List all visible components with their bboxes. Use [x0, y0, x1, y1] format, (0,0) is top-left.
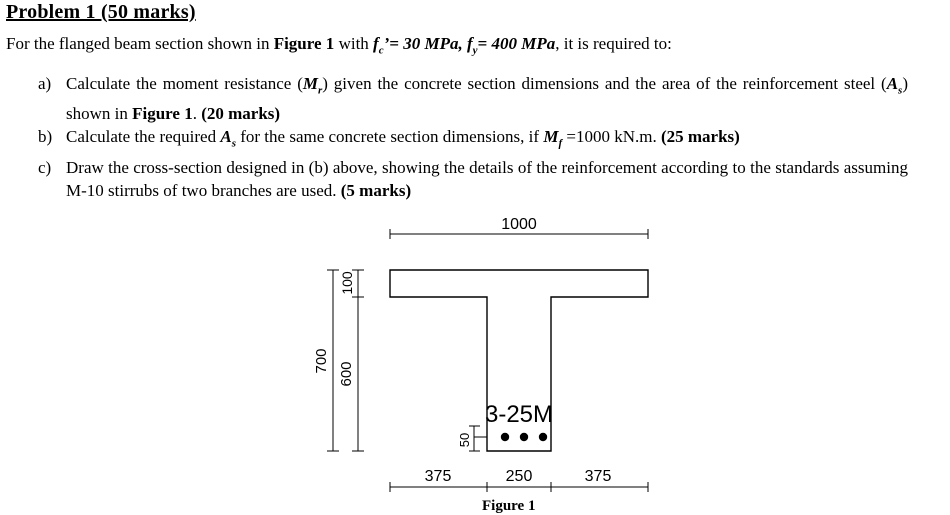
- label-web-depth: 600: [338, 361, 355, 387]
- problem-title: Problem 1 (50 marks): [6, 1, 196, 23]
- label-cover: 50: [457, 432, 472, 448]
- label-flange-width: 1000: [501, 216, 537, 233]
- label-web-width: 250: [505, 468, 533, 485]
- task-item-c: c) Draw the cross-section designed in (b) above, showing the details of the reinforcement according to the standards assuming M-10 stirrubs of two branches are used. (5 marks): [38, 157, 908, 200]
- task-item-b: b) Calculate the required $A_s$ for the same concrete section dimensions, if $M_f =1000$ kN.m. (25 marks): [38, 125, 908, 155]
- marks-badge: (5 marks): [340, 180, 412, 200]
- task-marker: a): [38, 74, 52, 93]
- problem-intro: For the flanged beam section shown in Figure 1 with $f_c’= 30$ MPa, $f_y= 400$ MPa, it is required to:: [6, 34, 672, 57]
- rebar-dot: [501, 433, 509, 441]
- figure-caption: Figure 1: [482, 498, 536, 514]
- label-flange-thickness: 100: [339, 271, 355, 295]
- label-left-overhang: 375: [424, 468, 452, 485]
- rebar-dot: [520, 433, 528, 441]
- rebar-label: 3-25M: [484, 401, 554, 428]
- marks-badge: (20 marks): [201, 104, 281, 124]
- label-right-overhang: 375: [584, 468, 612, 485]
- task-item-a: a) Calculate the moment resistance $(M_r)$ given the concrete section dimensions and the area of the reinforcement steel $(A_s)$ shown in Figure 1. (20 marks): [38, 74, 908, 124]
- marks-badge: (25 marks): [660, 127, 740, 147]
- task-marker: c): [38, 157, 52, 177]
- figure-reference: Figure 1: [273, 34, 335, 53]
- task-marker: b): [38, 127, 53, 147]
- label-total-depth: 700: [313, 348, 330, 374]
- rebar-dot: [539, 433, 547, 441]
